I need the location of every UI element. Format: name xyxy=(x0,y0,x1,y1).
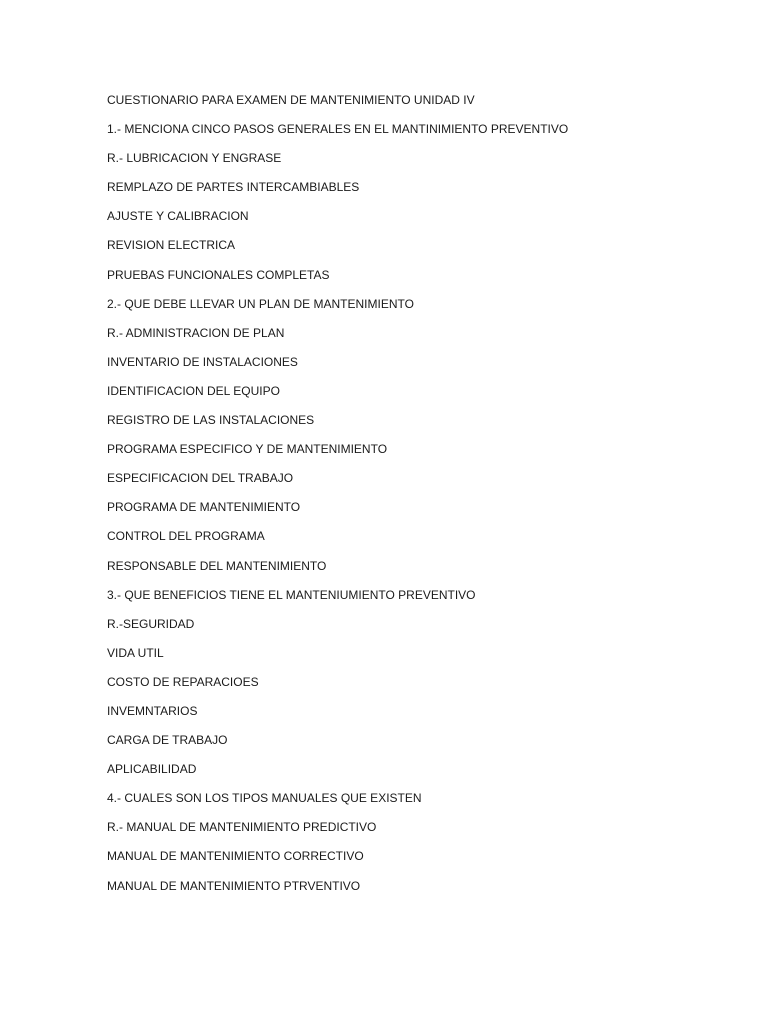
answer-2-line-7: PROGRAMA DE MANTENIMIENTO xyxy=(107,500,301,515)
answer-2-line-8: CONTROL DEL PROGRAMA xyxy=(107,529,265,544)
answer-3-line-4: INVEMNTARIOS xyxy=(107,703,198,718)
answer-2-line-1: R.- ADMINISTRACION DE PLAN xyxy=(107,325,285,340)
answer-3-line-2: VIDA UTIL xyxy=(107,645,164,660)
question-3: 3.- QUE BENEFICIOS TIENE EL MANTENIUMIENTO PREVENTIVO xyxy=(107,587,476,602)
answer-1-line-5: PRUEBAS FUNCIONALES COMPLETAS xyxy=(107,267,330,282)
document-title: CUESTIONARIO PARA EXAMEN DE MANTENIMIENTO UNIDAD IV xyxy=(107,93,475,107)
question-2: 2.- QUE DEBE LLEVAR UN PLAN DE MANTENIMIENTO xyxy=(107,296,414,311)
answer-2-line-5: PROGRAMA ESPECIFICO Y DE MANTENIMIENTO xyxy=(107,442,388,457)
answer-1-line-1: R.- LUBRICACION Y ENGRASE xyxy=(107,151,282,166)
answer-2-line-9: RESPONSABLE DEL MANTENIMIENTO xyxy=(107,558,327,573)
answer-1-line-3: AJUSTE Y CALIBRACION xyxy=(107,209,249,224)
document-body xyxy=(107,92,727,907)
answer-1-line-2: REMPLAZO DE PARTES INTERCAMBIABLES xyxy=(107,180,360,195)
answer-2-line-4: REGISTRO DE LAS INSTALACIONES xyxy=(107,413,315,428)
answer-3-line-3: COSTO DE REPARACIOES xyxy=(107,674,259,689)
question-4: 4.- CUALES SON LOS TIPOS MANUALES QUE EXISTEN xyxy=(107,791,422,806)
answer-2-line-3: IDENTIFICACION DEL EQUIPO xyxy=(107,383,280,398)
answer-4-line-3: MANUAL DE MANTENIMIENTO PTRVENTIVO xyxy=(107,878,361,893)
answer-3-line-5: CARGA DE TRABAJO xyxy=(107,733,228,748)
answer-2-line-6: ESPECIFICACION DEL TRABAJO xyxy=(107,471,294,486)
answer-3-line-6: APLICABILIDAD xyxy=(107,762,197,777)
answer-4-line-1: R.- MANUAL DE MANTENIMIENTO PREDICTIVO xyxy=(107,820,377,835)
answer-4-line-2: MANUAL DE MANTENIMIENTO CORRECTIVO xyxy=(107,849,364,864)
answer-3-line-1: R.-SEGURIDAD xyxy=(107,616,195,631)
question-1: 1.- MENCIONA CINCO PASOS GENERALES EN EL MANTINIMIENTO PREVENTIVO xyxy=(107,122,569,137)
answer-2-line-2: INVENTARIO DE INSTALACIONES xyxy=(107,354,298,369)
answer-1-line-4: REVISION ELECTRICA xyxy=(107,238,236,253)
